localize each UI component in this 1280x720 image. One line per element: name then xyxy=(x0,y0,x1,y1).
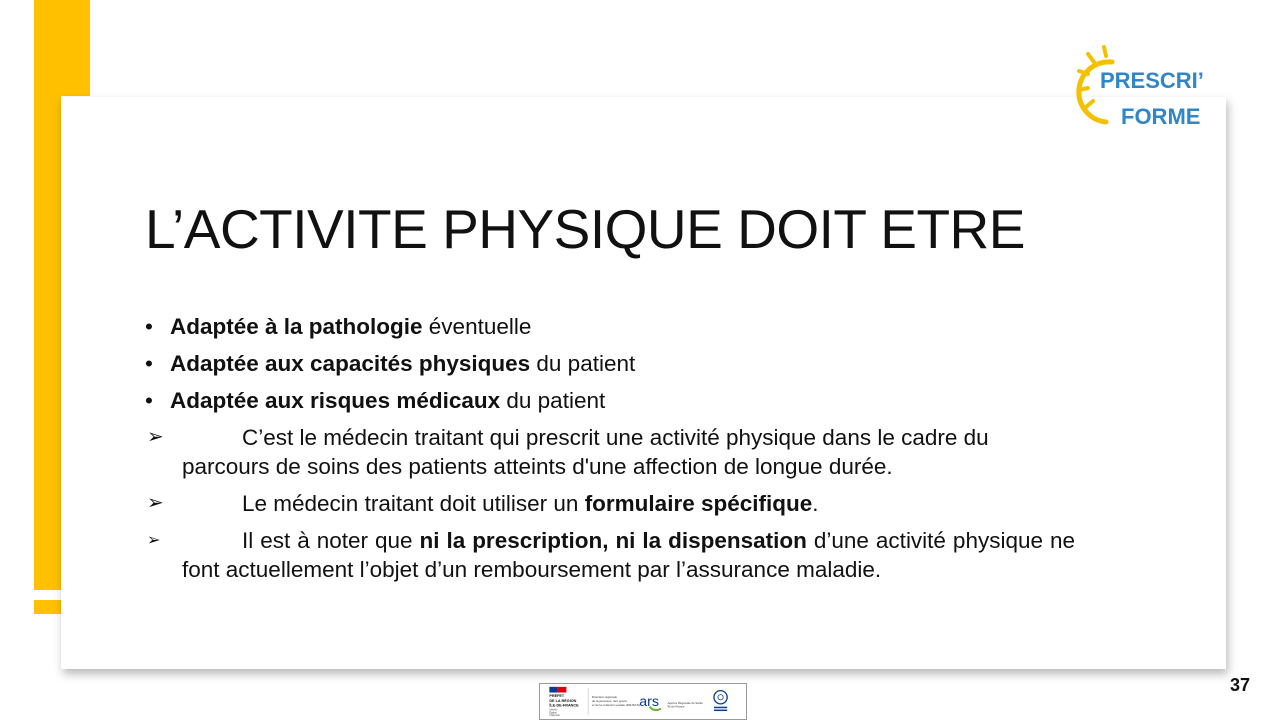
accent-bar-small xyxy=(34,600,61,614)
accent-bar-side xyxy=(34,96,61,590)
accent-bar-top xyxy=(34,0,90,96)
drajes-logo xyxy=(592,695,640,707)
arrow-bullet-icon: ➢ xyxy=(147,532,161,549)
bullet-dot-icon: • xyxy=(145,314,153,339)
svg-text:Agence Régionale de Santé: Agence Régionale de Santé xyxy=(667,700,703,705)
logo-line-2: FORME xyxy=(1121,104,1201,129)
page-number: 37 xyxy=(1230,675,1251,695)
slide-content xyxy=(145,312,1075,592)
svg-text:Fraternité: Fraternité xyxy=(549,714,560,718)
logo-line-1: PRESCRI’ xyxy=(1100,68,1204,93)
svg-text:Égalité: Égalité xyxy=(549,711,557,715)
bullet-dot-icon: • xyxy=(145,351,153,376)
svg-text:DE LA RÉGION: DE LA RÉGION xyxy=(549,698,577,703)
prescriforme-logo xyxy=(1076,44,1216,130)
svg-text:de la jeunesse, des sports: de la jeunesse, des sports xyxy=(591,698,627,703)
sport-sante-seal-icon xyxy=(714,691,727,711)
svg-text:ars: ars xyxy=(639,693,659,710)
partner-logos xyxy=(539,683,747,720)
list-item: • Adaptée aux risques médicaux du patient xyxy=(145,388,606,413)
prefet-logo xyxy=(548,687,579,717)
arrow-list-item: ➢ Le médecin traitant doit utiliser un formulaire spécifique. xyxy=(147,491,819,516)
svg-text:Liberté: Liberté xyxy=(549,708,557,712)
list-item: • Adaptée aux capacités physiques du patient xyxy=(145,351,636,376)
svg-text:et de la cohésion sociale (DRJ: et de la cohésion sociale (DRJSCS) xyxy=(591,702,640,707)
page-title: L’ACTIVITE PHYSIQUE DOIT ETRE xyxy=(145,198,1025,260)
bullet-dot-icon: • xyxy=(145,388,153,413)
svg-text:PRÉFET: PRÉFET xyxy=(549,694,565,699)
arrow-bullet-icon: ➢ xyxy=(147,492,164,514)
arrow-list-item: ➢ C’est le médecin traitant qui prescrit une activité physique dans le cadre du parcours de soins des patients atteints d'une affection de longue durée. xyxy=(147,425,989,479)
ars-logo xyxy=(639,694,703,710)
svg-text:ÎLE-DE-FRANCE: ÎLE-DE-FRANCE xyxy=(549,703,579,708)
arrow-list-item: ➢ Il est à noter que ni la prescription, ni la dispensation d’une activité physique ne font actuellement l’objet d’un remboursement par l’assurance maladie. xyxy=(147,528,1075,582)
svg-text:Direction régionale: Direction régionale xyxy=(591,695,618,700)
svg-text:Île-de-France: Île-de-France xyxy=(667,704,685,709)
arrow-bullet-icon: ➢ xyxy=(147,426,164,448)
list-item: • Adaptée à la pathologie éventuelle xyxy=(145,314,532,339)
